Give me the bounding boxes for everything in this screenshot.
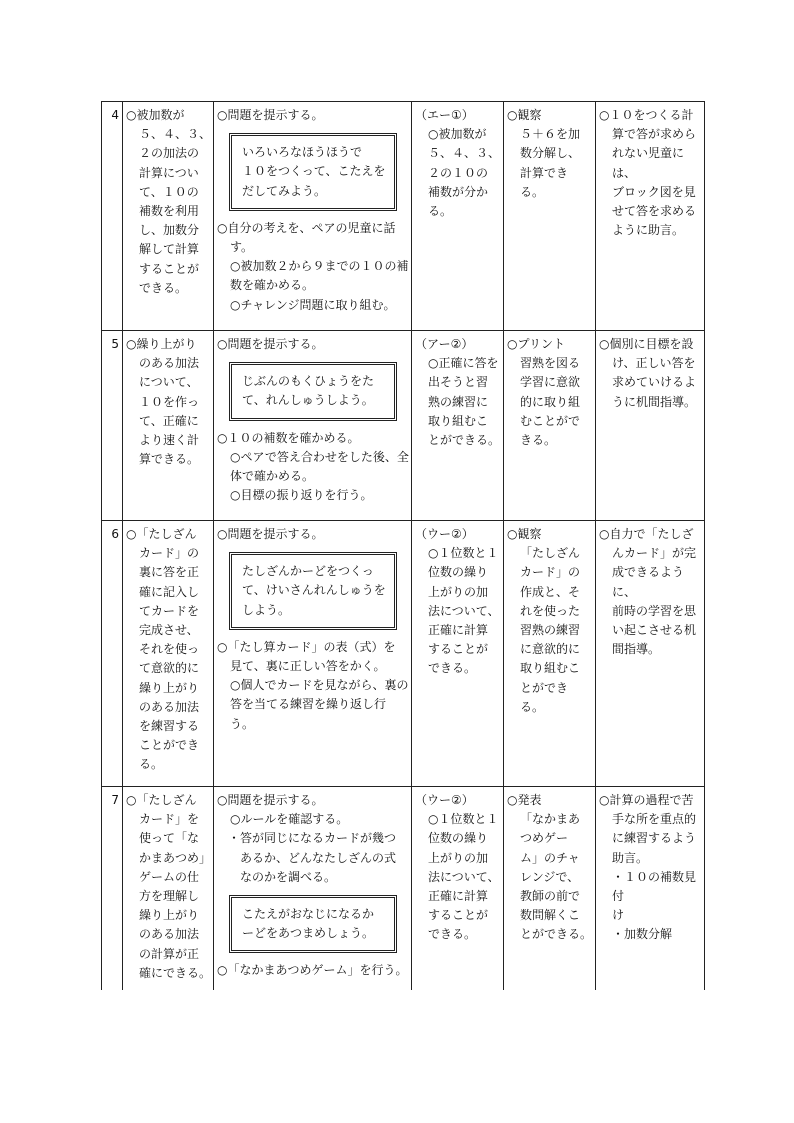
activities-cell (214, 521, 412, 787)
text-line: カード」の (139, 546, 200, 561)
text-line: ○個人でカードを見ながら、裏の (230, 678, 409, 693)
goal-cell (123, 787, 214, 990)
text-line: ○問題を提示する。 (217, 527, 324, 541)
goal-cell (123, 331, 214, 521)
text-line: ○ペアで答え合わせをした後、全 (230, 449, 409, 464)
text-line: 上がりの加 (428, 850, 489, 865)
text-line: １０を作っ (139, 394, 200, 409)
text-line: （ウー②） (415, 527, 474, 541)
activity-text (217, 525, 409, 544)
activities-cell (214, 787, 412, 990)
text-line: 見て、裏に正しい答をかく。 (230, 659, 386, 674)
text-line: 習熟の練習 (520, 623, 581, 638)
criteria-text (415, 791, 501, 945)
criteria-text (415, 106, 501, 221)
text-line: できる。 (428, 927, 477, 942)
activity-text (217, 219, 409, 315)
text-line: い起こさせる机 (612, 623, 697, 638)
evaluation-cell (504, 787, 596, 990)
text-line: することが (428, 908, 489, 923)
text-line: ゲームの仕 (139, 869, 200, 884)
evaluation-cell (504, 331, 596, 521)
text-line: て、れんしゅうしよう。 (242, 393, 374, 408)
text-line: ○１位数と１ (428, 546, 499, 561)
text-line: こたえがおなじになるか (242, 907, 375, 922)
text-line: 法について、 (428, 869, 500, 884)
text-line: ○「たしざん (126, 527, 197, 541)
text-line: 数分解し、 (520, 146, 581, 161)
text-line: たしざんかーどをつくっ (242, 564, 374, 579)
text-line: 法について、 (428, 603, 500, 618)
table-row (102, 102, 705, 331)
text-line: カード」の (520, 565, 581, 580)
activity-text (217, 429, 409, 506)
text-line: る。 (139, 757, 164, 772)
text-line: ○計算の過程で苦 (599, 793, 694, 807)
activity-text (217, 961, 409, 980)
text-line: てカードを (139, 603, 200, 618)
support-cell (596, 331, 705, 521)
text-line: ように助言。 (612, 223, 685, 238)
text-line: ○ルールを確認する。 (230, 812, 349, 827)
text-line: しよう。 (242, 602, 291, 617)
text-line: ○「たしざん (126, 793, 197, 807)
text-line: け、正しい答を (612, 356, 696, 371)
problem-text (242, 372, 388, 410)
text-line: （エー①） (415, 108, 474, 122)
text-line: 数問解くこ (520, 908, 581, 923)
evaluation-cell (504, 521, 596, 787)
text-line: 繰り上がり (139, 680, 200, 695)
text-line: ○チャレンジ問題に取り組む。 (230, 297, 396, 312)
problem-box (229, 133, 397, 211)
text-line: 算で答が求めら (612, 127, 697, 142)
support-cell (596, 521, 705, 787)
text-line: だしてみよう。 (242, 183, 327, 198)
goal-text (126, 791, 211, 983)
text-line: むことがで (520, 413, 581, 428)
text-line: ○「なかまあつめゲーム」を行う。 (217, 963, 408, 978)
text-line: ○問題を提示する。 (217, 108, 324, 122)
text-line: 前時の学習を思 (612, 603, 697, 618)
problem-text (242, 562, 388, 620)
text-line: る。 (520, 699, 545, 714)
text-line: ○被加数が (126, 108, 185, 122)
text-line: て、正確に (139, 413, 199, 428)
goal-cell (123, 521, 214, 787)
text-line: ５、４、３、 (428, 146, 501, 161)
text-line: て、１０の (139, 184, 199, 199)
text-line: ○個別に目標を設 (599, 337, 694, 351)
activity-text (217, 638, 409, 734)
text-line: て、けいさんれんしゅうを (242, 583, 386, 598)
text-line: 的に取り組 (520, 394, 581, 409)
text-line: ２の加法の (139, 146, 200, 161)
text-line: 手な所を重点的 (612, 812, 697, 827)
text-line: ○１０をつくる計 (599, 108, 694, 122)
text-line: きる。 (520, 433, 557, 448)
goal-cell (123, 102, 214, 331)
text-line: それを使っ (139, 642, 200, 657)
text-line: 「なかまあ (520, 812, 581, 827)
text-line: れない児童には、 (612, 146, 685, 180)
text-line: ○１位数と１ (428, 812, 499, 827)
text-line: することが (139, 261, 200, 276)
text-line: ○自力で「たしざ (599, 527, 694, 541)
text-line: を練習する (139, 719, 200, 734)
text-line: 作成と、そ (520, 584, 581, 599)
text-line: ○観察 (507, 527, 542, 541)
text-line: ○問題を提示する。 (217, 793, 324, 807)
text-line: より速く計 (139, 433, 200, 448)
text-line: とができる。 (428, 433, 501, 448)
text-line: んカード」が完 (612, 546, 697, 561)
text-line: 補数を利用 (139, 204, 200, 219)
goal-text (126, 106, 211, 298)
text-line: る。 (520, 184, 545, 199)
support-text (599, 791, 702, 945)
text-line: のある加法 (139, 699, 200, 714)
text-line: ・答が同じになるカードが幾つ (228, 831, 397, 846)
text-line: することが (428, 642, 489, 657)
text-line: について、 (139, 375, 199, 390)
criteria-cell (412, 331, 504, 521)
activity-text (217, 106, 409, 125)
text-line: 位数の繰り (428, 565, 489, 580)
text-line: 計算につい (139, 165, 199, 180)
text-line: 数を確かめる。 (230, 278, 315, 293)
activities-cell (214, 102, 412, 331)
goal-text (126, 335, 211, 469)
activity-text (217, 335, 409, 354)
text-line: の計算が正 (139, 946, 200, 961)
text-line: 取り組むこ (520, 661, 581, 676)
text-line: 取り組むこ (428, 413, 489, 428)
text-line: ・１０の補数見付 (612, 869, 697, 904)
text-line: ○１０の補数を確かめる。 (217, 430, 360, 445)
evaluation-text (507, 335, 593, 450)
text-line: 確にできる。 (139, 965, 212, 980)
text-line: ○被加数が (428, 127, 487, 142)
period-number: 4 (102, 102, 123, 331)
text-line: ５＋６を加 (520, 127, 581, 142)
text-line: のある加法 (139, 356, 200, 371)
text-line: できる。 (139, 280, 188, 295)
text-line: （アー②） (415, 337, 474, 351)
text-line: 計算でき (520, 165, 569, 180)
text-line: ○プリント (507, 337, 565, 351)
text-line: 上がりの加 (428, 584, 489, 599)
text-line: 答を当てる練習を繰り返し行う。 (230, 697, 387, 731)
text-line: 算できる。 (139, 452, 200, 467)
text-line: 裏に答を正 (139, 565, 200, 580)
text-line: 正確に計算 (428, 889, 489, 904)
text-line: 学習に意欲 (520, 375, 581, 390)
activity-subtext (217, 829, 409, 887)
text-line: ○繰り上がり (126, 337, 197, 351)
text-line: 成できるように、 (612, 565, 685, 599)
support-text (599, 106, 702, 240)
criteria-cell (412, 787, 504, 990)
text-line: に練習するよう (612, 831, 697, 846)
text-line: なのかを調べる。 (240, 869, 337, 884)
evaluation-text (507, 106, 593, 202)
text-line: うに机間指導。 (612, 394, 697, 409)
text-line: ○問題を提示する。 (217, 337, 324, 351)
period-number: 6 (102, 521, 123, 787)
text-line: す。 (230, 240, 254, 255)
criteria-cell (412, 102, 504, 331)
text-line: ○「たし算カード」の表（式）を (217, 639, 396, 654)
text-line: あるか、どんなたしざんの式 (240, 850, 397, 865)
text-line: 解して計算 (139, 242, 200, 257)
text-line: ム」のチャ (520, 850, 580, 865)
activities-cell (214, 331, 412, 521)
table-row (102, 521, 705, 787)
text-line: ・加数分解 (612, 927, 673, 942)
evaluation-cell (504, 102, 596, 331)
text-line: 体で確かめる。 (230, 469, 315, 484)
evaluation-text (507, 791, 593, 945)
text-line: ○被加数２から９までの１０の補 (230, 259, 409, 274)
text-line: 完成させ、 (139, 623, 199, 638)
text-line: ○観察 (507, 108, 542, 122)
text-line: 助言。 (612, 850, 649, 865)
text-line: ○正確に答を (428, 356, 499, 371)
lesson-plan-table (101, 101, 705, 990)
problem-box (229, 362, 397, 420)
text-line: 教師の前で (520, 889, 581, 904)
text-line: ことができ (139, 738, 200, 753)
text-line: かまあつめ」 (139, 850, 212, 865)
text-line: ２の１０の (428, 165, 489, 180)
criteria-text (415, 335, 501, 450)
support-text (599, 525, 702, 659)
period-number: 7 (102, 787, 123, 990)
text-line: じぶんのもくひょうをた (242, 374, 375, 389)
text-line: 熟の練習に (428, 394, 489, 409)
text-line: つめゲー (520, 831, 569, 846)
table-row (102, 787, 705, 990)
text-line: とができ (520, 680, 569, 695)
text-line: 繰り上がり (139, 908, 200, 923)
text-line: （ウー②） (415, 793, 474, 807)
text-line: ブロック図を見 (612, 184, 696, 199)
support-cell (596, 102, 705, 331)
text-line: 習熟を図る (520, 356, 581, 371)
text-line: る。 (428, 204, 453, 219)
text-line: 確に記入し (139, 584, 200, 599)
criteria-text (415, 525, 501, 679)
text-line: 出そうと習 (428, 375, 489, 390)
text-line: できる。 (428, 661, 477, 676)
problem-box (229, 552, 397, 630)
text-line: 求めていけるよ (612, 375, 697, 390)
text-line: に意欲的に (520, 642, 581, 657)
text-line: け (612, 908, 625, 923)
evaluation-text (507, 525, 593, 717)
problem-text (242, 143, 388, 201)
problem-text (242, 905, 388, 943)
support-cell (596, 787, 705, 990)
text-line: ５、４、３、 (139, 127, 212, 142)
period-number: 5 (102, 331, 123, 521)
text-line: とができる。 (520, 927, 593, 942)
text-line: ○目標の振り返りを行う。 (230, 488, 373, 503)
text-line: せて答を求める (612, 204, 697, 219)
text-line: 正確に計算 (428, 623, 489, 638)
text-line: れを使った (520, 603, 581, 618)
text-line: ーどをあつまめしょう。 (242, 926, 375, 941)
activity-text (217, 791, 409, 829)
text-line: 「たしざん (520, 546, 581, 561)
text-line: し、加数分 (139, 223, 200, 238)
goal-text (126, 525, 211, 775)
text-line: 使って「な (139, 831, 200, 846)
text-line: カード」を (139, 812, 200, 827)
text-line: 方を理解し (139, 889, 200, 904)
table-row (102, 331, 705, 521)
criteria-cell (412, 521, 504, 787)
text-line: １０をつくって、こたえを (242, 164, 386, 179)
text-line: ○自分の考えを、ペアの児童に話 (217, 220, 396, 235)
text-line: て意欲的に (139, 661, 200, 676)
text-line: 位数の繰り (428, 831, 489, 846)
text-line: レンジで、 (520, 869, 580, 884)
support-text (599, 335, 702, 412)
text-line: 間指導。 (612, 642, 661, 657)
text-line: ○発表 (507, 793, 542, 807)
text-line: 補数が分か (428, 184, 489, 199)
problem-box (229, 895, 397, 953)
text-line: いろいろなほうほうで (242, 145, 363, 160)
text-line: のある加法 (139, 927, 200, 942)
